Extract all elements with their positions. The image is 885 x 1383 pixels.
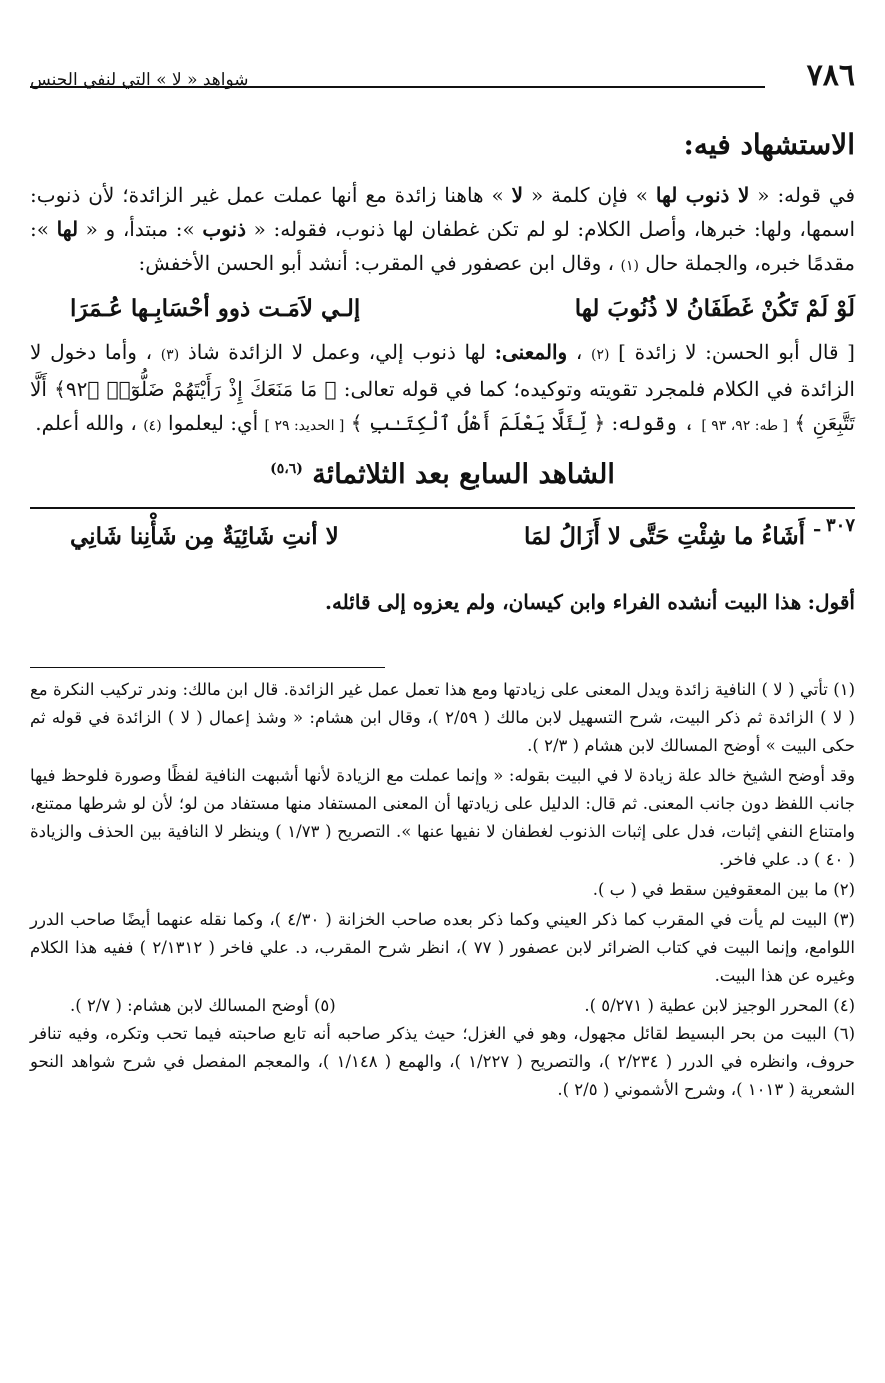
running-header xyxy=(30,56,855,100)
quran-verse: ﴿ مَا مَنَعَكَ إِذْ رَأَيْتَهُمْ ضَلُّوٓا۟ ﴿٩٢﴾ أَلَّا تَتَّبِعَنِ ﴾ xyxy=(30,377,855,435)
text: ، والله أعلم. xyxy=(35,411,137,435)
verse-307 xyxy=(30,507,855,565)
footnote-ref: (٢) xyxy=(591,347,610,363)
footnote-ref: (٣) xyxy=(160,347,180,363)
text: » فإن كلمة « xyxy=(530,183,648,207)
bold-label: والمعنى: xyxy=(494,340,568,364)
text: [ قال أبو الحسن: لا زائدة ] xyxy=(618,340,855,364)
verse-first-hemistich: أَشَاءُ ما شِئْتِ حَتَّى لا أَزَالُ لمَا xyxy=(523,523,805,550)
verse-first-hemistich: لَوْ لَمْ تَكُنْ غَطَفَانُ لا ذُنُوبَ لها xyxy=(574,295,855,322)
footnote-ref: (٤) xyxy=(143,418,162,434)
quoted-word: ذنوب xyxy=(202,217,247,241)
quran-reference: [ الحديد: ٢٩ ] xyxy=(264,418,345,434)
footnote-ref: (١) xyxy=(620,258,639,274)
footnote-row-4-5 xyxy=(30,992,855,1020)
footnote-4: (٤) المحرر الوجيز لابن عطية ( ٥/٢٧١ ). xyxy=(584,996,855,1015)
footnote-6: (٦) البيت من بحر البسيط لقائل مجهول، وهو في الغزل؛ حيث يذكر صاحبه أنه تابع صاحبته فيما تحب وتكره، وفيه تنافر حروف، وانظره في الدرر ( ٢/٢٣٤ )، والتصريح ( ١/٢٢٧ )، والهمع ( ١/١٤٨ )، والمعجم المفصل في شرح شواهد النحو الشعرية ( ١٠١٣ )، وشرح الأشموني ( ٢/٥ ). xyxy=(30,1024,855,1099)
text: ، وقوله: xyxy=(611,411,695,435)
footnote-3: (٣) البيت لم يأت في المقرب كما ذكر العيني وكما ذكر بعده صاحب الخزانة ( ٤/٣٠ )، وكما نقله عنهما أيضًا صاحب الدرر اللوامع، وإنما البيت في كتاب الضرائر لابن عصفور ( ٧٧ )، انظر شرح المقرب، د. علي فاخر ( ٢/١٣١٢ ) ففيه هذا الكلام وغيره عن هذا البيت. xyxy=(30,910,855,985)
footnote-ref: (٥،٦) xyxy=(270,461,303,477)
footnote-2: (٢) ما بين المعقوفين سقط في ( ب ). xyxy=(592,880,855,899)
verse-second-hemistich: إلـي لاَمَـت ذوو أحْسَابِـها عُـمَرَا xyxy=(70,295,361,322)
verse-number: ٣٠٧ ـ xyxy=(814,515,855,536)
footnote-5: (٥) أوضح المسالك لابن هشام: ( ٢/٧ ). xyxy=(70,996,336,1015)
aqool-line xyxy=(30,585,855,619)
running-title: شواهد « لا » التي لنفي الجنس xyxy=(30,70,249,90)
quran-verse: ﴿ لِّئَلَّا يَعْلَمَ أَهْلُ ٱلْكِتَـٰبِ ﴾ xyxy=(350,411,606,435)
text: »: مقدمًا خبره، والجملة حال xyxy=(30,217,855,275)
footnote-1: (١) تأتي ( لا ) النافية زائدة ويدل المعنى على زيادتها ومع هذا تعمل عمل غير الزائدة. قال ابن مالك: وندر تركيب النكرة مع ( لا ) الزائدة ثم ذكر البيت، شرح التسهيل لابن مالك ( ٢/٥٩ )، وقال ابن هشام: « وشذ إعمال ( لا ) الزائدة في قوله ثم حكى البيت » أوضح المسالك لابن هشام ( ٢/٣ ). xyxy=(30,680,855,755)
text: ، وأما دخول لا الزائدة في الكلام فلمجرد تقويته وتوكيده؛ كما في قوله تعالى: xyxy=(30,340,855,401)
verse-line xyxy=(30,289,855,333)
section-title: الاستشهاد فيه: xyxy=(683,128,855,161)
paragraph-explanation xyxy=(30,335,855,443)
footnote-divider xyxy=(30,667,385,668)
aqool-text: هذا البيت أنشده الفراء وابن كيسان، ولم يعزوه إلى قائله. xyxy=(324,590,802,614)
quoted-phrase: لا ذنوب لها xyxy=(655,183,750,207)
book-page xyxy=(30,56,855,1106)
aqool-label: أقول: xyxy=(807,590,855,614)
footnote-1-continued: وقد أوضح الشيخ خالد علة زيادة لا في البيت بقوله: « وإنما عملت مع الزيادة لأنها أشبهت النافية لفظًا وصورة فلوحظ فيها جانب اللفظ دون جانب المعنى. ثم قال: الدليل على زيادتها أن المعنى المستفاد منها مستفاد من لو؛ لأن لو شرطها ممتنع، وامتناع النفي إثبات، فدل على إثبات الذنوب لغطفان لا نفيها عنها ». التصريح ( ١/٧٣ ) وينظر لا النافية بين الحذف والزيادة ( ٤٠ ) د. علي فاخر. xyxy=(30,766,855,869)
quoted-word: لا xyxy=(511,183,524,207)
verse-second-hemistich: لا أنتِ شَائِيَةٌ مِن شَأْنِنا شَانِي xyxy=(70,523,339,550)
text: » هاهنا زائدة مع أنها عملت عمل غير الزائدة؛ لأن ذنوب: اسمها، ولها: خبرها، وأصل الكلام: لو لم تكن غطفان لها ذنوب، فقوله: « xyxy=(30,183,856,241)
text: أي: ليعلموا xyxy=(168,411,259,435)
shahid-title xyxy=(30,459,855,499)
text: ، وقال ابن عصفور في المقرب: أنشد أبو الحسن الأخفش: xyxy=(138,251,615,275)
text: ، xyxy=(575,340,583,364)
quoted-word: لها xyxy=(56,217,79,241)
shahid-title-text: الشاهد السابع بعد الثلاثمائة xyxy=(312,459,615,490)
footnotes xyxy=(30,676,855,1104)
text: »: مبتدأ، و « xyxy=(85,217,195,241)
text: في قوله: « xyxy=(757,183,856,207)
paragraph-istishhad xyxy=(30,178,855,283)
text: لها ذنوب إلي، وعمل لا الزائدة شاذ xyxy=(187,340,486,364)
page-number: ٧٨٦ xyxy=(806,58,855,93)
quran-reference: [ طه: ٩٢، ٩٣ ] xyxy=(701,418,789,434)
